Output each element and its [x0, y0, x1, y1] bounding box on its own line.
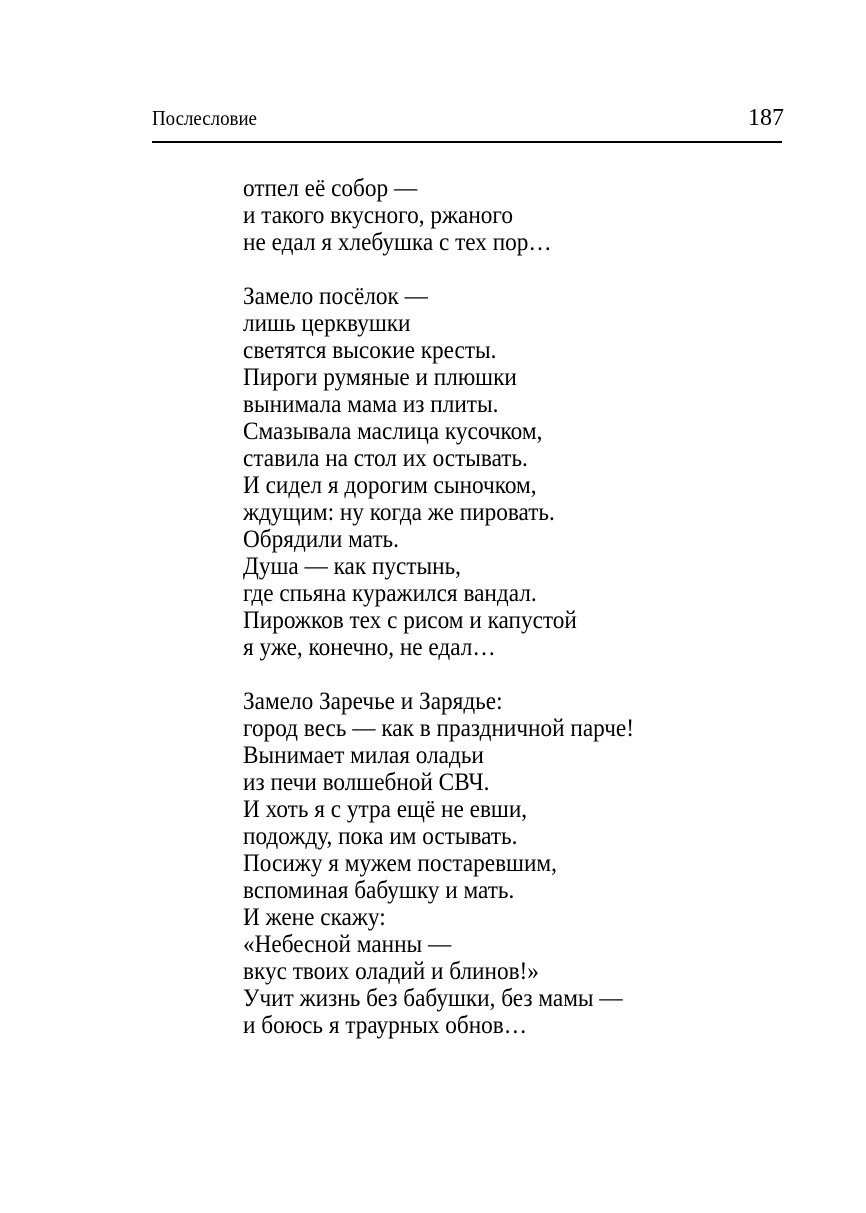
poem-line: И сидел я дорогим сыночком,	[243, 472, 537, 499]
poem-line: отпел её собор —	[243, 175, 418, 202]
poem-line: вспоминая бабушку и мать.	[243, 877, 515, 904]
header-rule	[152, 141, 782, 143]
poem-line: подожду, пока им остывать.	[243, 823, 518, 850]
poem-line: «Небесной манны —	[243, 931, 452, 958]
poem-line: светятся высокие кресты.	[243, 337, 497, 364]
poem-line: не едал я хлебушка с тех пор…	[243, 229, 552, 256]
poem-line: Душа — как пустынь,	[243, 553, 461, 580]
poem-line: и боюсь я траурных обнов…	[243, 1012, 528, 1039]
poem-line: Учит жизнь без бабушки, без мамы —	[243, 985, 623, 1012]
poem-text	[243, 175, 843, 1066]
poem-line: Пироги румяные и плюшки	[243, 364, 517, 391]
running-header-title: Послесловие	[152, 106, 257, 130]
stanza-3	[243, 688, 843, 1039]
poem-line: И хоть я с утра ещё не евши,	[243, 796, 528, 823]
poem-line: Пирожков тех с рисом и капустой	[243, 607, 577, 634]
poem-line: Обрядили мать.	[243, 526, 399, 553]
poem-line: И жене скажу:	[243, 904, 386, 931]
running-header	[152, 104, 784, 136]
poem-line: ставила на стол их остывать.	[243, 445, 528, 472]
poem-line: вкус твоих оладий и блинов!»	[243, 958, 539, 985]
poem-line: ждущим: ну когда же пировать.	[243, 499, 555, 526]
poem-line: где спьяна куражился вандал.	[243, 580, 537, 607]
poem-line: Вынимает милая оладьи	[243, 742, 484, 769]
poem-line: я уже, конечно, не едал…	[243, 634, 496, 661]
poem-line: Посижу я мужем постаревшим,	[243, 850, 557, 877]
poem-line: лишь церквушки	[243, 310, 411, 337]
stanza-2	[243, 283, 843, 661]
poem-line: город весь — как в праздничной парче!	[243, 715, 634, 742]
poem-line: вынимала мама из плиты.	[243, 391, 499, 418]
page-number: 187	[748, 105, 784, 131]
poem-line: Замело посёлок —	[243, 283, 428, 310]
poem-line: Замело Заречье и Зарядье:	[243, 688, 503, 715]
poem-line: из печи волшебной СВЧ.	[243, 769, 490, 796]
poem-line: и такого вкусного, ржаного	[243, 202, 513, 229]
stanza-1	[243, 175, 843, 256]
poem-line: Смазывала маслица кусочком,	[243, 418, 543, 445]
